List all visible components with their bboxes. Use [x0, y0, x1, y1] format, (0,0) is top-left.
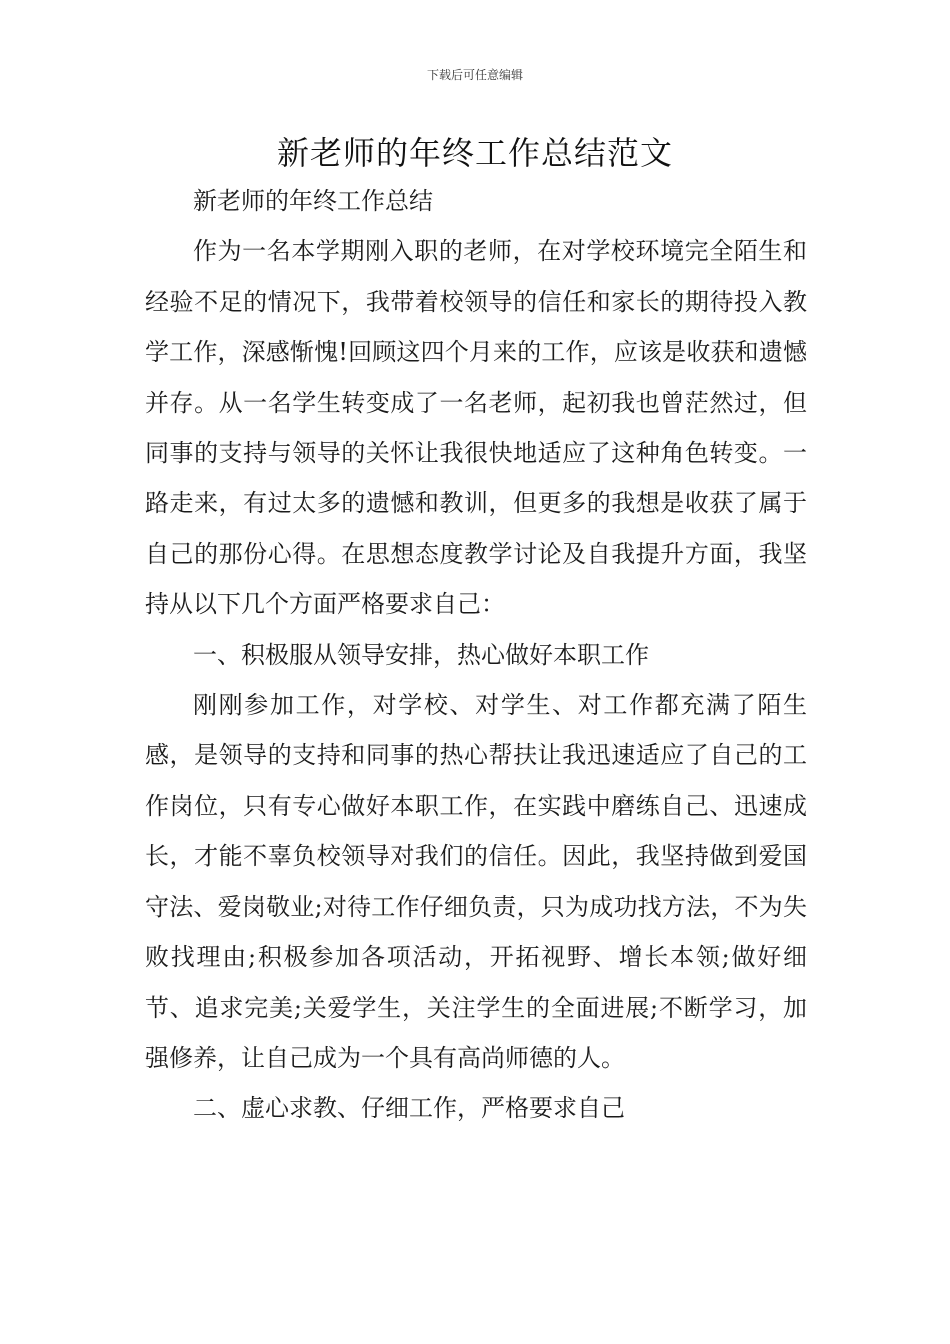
section-heading-2: 二、虚心求教、仔细工作，严格要求自己: [193, 1094, 625, 1123]
intro-paragraph: 作为一名本学期刚入职的老师，在对学校环境完全陌生和经验不足的情况下，我带着校领导的信任和家长的期待投入教学工作，深感惭愧!回顾这四个月来的工作，应该是收获和遗憾并存。从一名学生转变成了一名老师，起初我也曾茫然过，但同事的支持与领导的关怀让我很快地适应了这种角色转变。一路走来，有过太多的遗憾和教训，但更多的我想是收获了属于自己的那份心得。在思想态度教学讨论及自我提升方面，我坚持从以下几个方面严格要求自己：: [145, 237, 807, 619]
subtitle-paragraph: 新老师的年终工作总结: [193, 187, 433, 215]
document-title: 新老师的年终工作总结范文: [276, 134, 673, 172]
section-1-paragraph: 刚刚参加工作，对学校、对学生、对工作都充满了陌生感，是领导的支持和同事的热心帮扶让我迅速适应了自己的工作岗位，只有专心做好本职工作，在实践中磨练自己、迅速成长，才能不辜负校领导对我们的信任。因此，我坚持做到爱国守法、爱岗敬业;对待工作仔细负责，只为成功找方法，不为失败找理由;积极参加各项活动，开拓视野、增长本领;做好细节、追求完美;关爱学生，关注学生的全面进展;不断学习，加强修养，让自己成为一个具有高尚师德的人。: [145, 691, 807, 1072]
section-heading-1: 一、积极服从领导安排，热心做好本职工作: [193, 640, 649, 669]
document-body: [145, 176, 807, 1134]
header-note: 下载后可任意编辑: [426, 68, 523, 82]
